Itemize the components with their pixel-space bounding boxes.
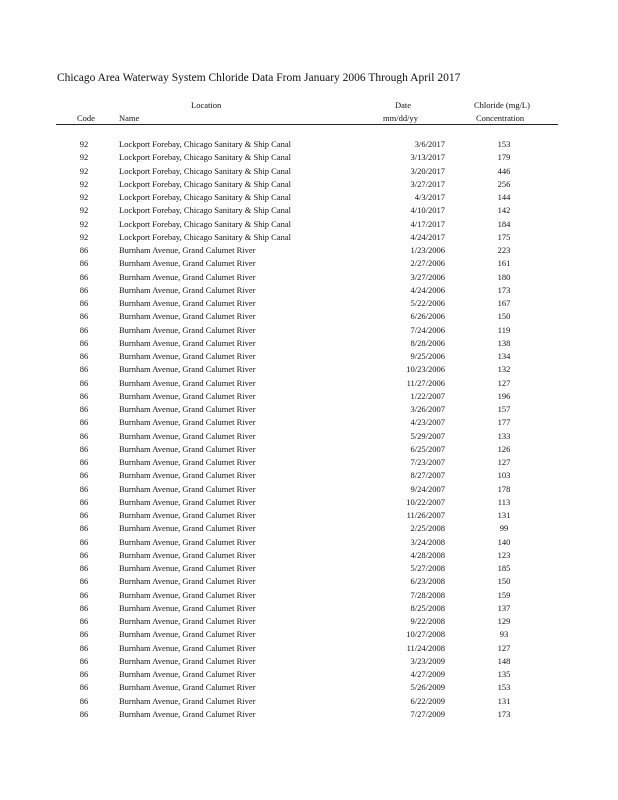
name-cell: Burnham Avenue, Grand Calumet River xyxy=(119,417,256,428)
concentration-cell: 175 xyxy=(497,231,511,242)
code-cell: 86 xyxy=(79,536,89,547)
date-cell: 4/3/2017 xyxy=(414,192,445,202)
table-row xyxy=(0,285,618,298)
header-date: Date xyxy=(395,100,412,110)
date-cell: 7/27/2009 xyxy=(410,708,445,719)
date-cell: 4/17/2017 xyxy=(410,218,445,229)
name-cell: Burnham Avenue, Grand Calumet River xyxy=(119,563,256,573)
date-cell: 9/25/2006 xyxy=(410,351,445,361)
date-cell: 4/24/2006 xyxy=(410,284,445,295)
code-cell: 86 xyxy=(79,404,89,414)
name-cell: Burnham Avenue, Grand Calumet River xyxy=(119,298,256,308)
table-row xyxy=(0,205,618,218)
date-cell: 6/25/2007 xyxy=(410,443,445,454)
code-cell: 92 xyxy=(79,205,89,216)
table-row xyxy=(0,696,618,709)
table-row xyxy=(0,616,618,629)
concentration-cell: 185 xyxy=(497,563,511,573)
date-cell: 1/23/2006 xyxy=(410,245,445,255)
name-cell: Burnham Avenue, Grand Calumet River xyxy=(119,510,256,520)
concentration-cell: 134 xyxy=(497,351,511,361)
table-row xyxy=(0,311,618,324)
concentration-cell: 127 xyxy=(497,457,511,467)
table-row xyxy=(0,576,618,589)
concentration-cell: 157 xyxy=(497,404,511,414)
name-cell: Burnham Avenue, Grand Calumet River xyxy=(119,523,256,534)
name-cell: Burnham Avenue, Grand Calumet River xyxy=(119,602,256,613)
date-cell: 3/23/2009 xyxy=(410,655,445,666)
name-cell: Burnham Avenue, Grand Calumet River xyxy=(119,642,256,653)
code-cell: 86 xyxy=(79,510,89,520)
table-row xyxy=(0,245,618,258)
concentration-cell: 177 xyxy=(497,417,511,428)
name-cell: Burnham Avenue, Grand Calumet River xyxy=(119,351,256,361)
table-row xyxy=(0,629,618,642)
name-cell: Burnham Avenue, Grand Calumet River xyxy=(119,483,256,494)
table-row xyxy=(0,166,618,179)
date-cell: 6/26/2006 xyxy=(410,311,445,322)
table-row xyxy=(0,272,618,285)
date-cell: 4/28/2008 xyxy=(410,549,445,560)
name-cell: Lockport Forebay, Chicago Sanitary & Ship Canal xyxy=(119,218,292,229)
code-cell: 86 xyxy=(79,602,89,613)
concentration-cell: 150 xyxy=(497,576,511,587)
name-cell: Burnham Avenue, Grand Calumet River xyxy=(119,311,256,322)
code-cell: 86 xyxy=(79,457,89,467)
code-cell: 86 xyxy=(79,284,89,295)
date-cell: 10/23/2006 xyxy=(406,364,445,375)
code-cell: 86 xyxy=(79,563,89,573)
name-cell: Burnham Avenue, Grand Calumet River xyxy=(119,390,256,401)
name-cell: Burnham Avenue, Grand Calumet River xyxy=(119,669,256,679)
table-row xyxy=(0,457,618,470)
concentration-cell: 161 xyxy=(497,258,511,269)
code-cell: 86 xyxy=(79,324,89,335)
name-cell: Burnham Avenue, Grand Calumet River xyxy=(119,245,256,255)
code-cell: 86 xyxy=(79,470,89,481)
date-cell: 3/13/2017 xyxy=(410,152,445,163)
code-cell: 86 xyxy=(79,483,89,494)
date-cell: 4/27/2009 xyxy=(410,669,445,679)
name-cell: Lockport Forebay, Chicago Sanitary & Ship Canal xyxy=(119,139,292,149)
table-row xyxy=(0,470,618,483)
concentration-cell: 184 xyxy=(497,218,511,229)
concentration-cell: 135 xyxy=(497,669,511,679)
concentration-cell: 131 xyxy=(497,695,511,706)
code-cell: 92 xyxy=(79,152,89,163)
header-divider xyxy=(56,124,558,125)
name-cell: Burnham Avenue, Grand Calumet River xyxy=(119,404,256,414)
code-cell: 92 xyxy=(79,178,89,189)
code-cell: 86 xyxy=(79,523,89,534)
table-row xyxy=(0,656,618,669)
code-cell: 86 xyxy=(79,655,89,666)
date-cell: 3/27/2006 xyxy=(410,271,445,282)
name-cell: Burnham Avenue, Grand Calumet River xyxy=(119,629,256,640)
table-row xyxy=(0,669,618,682)
header-concentration: Concentration xyxy=(476,113,525,123)
code-cell: 86 xyxy=(79,245,89,255)
concentration-cell: 127 xyxy=(497,642,511,653)
code-cell: 86 xyxy=(79,589,89,600)
table-row xyxy=(0,404,618,417)
name-cell: Burnham Avenue, Grand Calumet River xyxy=(119,496,256,507)
code-cell: 86 xyxy=(79,669,89,679)
date-cell: 5/22/2006 xyxy=(410,298,445,308)
date-cell: 2/27/2006 xyxy=(410,258,445,269)
table-row xyxy=(0,497,618,510)
header-code: Code xyxy=(77,113,95,123)
name-cell: Burnham Avenue, Grand Calumet River xyxy=(119,284,256,295)
date-cell: 8/28/2006 xyxy=(410,337,445,348)
date-cell: 4/23/2007 xyxy=(410,417,445,428)
concentration-cell: 137 xyxy=(497,602,511,613)
table-row xyxy=(0,682,618,695)
table-row xyxy=(0,603,618,616)
concentration-cell: 103 xyxy=(497,470,511,481)
code-cell: 86 xyxy=(79,549,89,560)
code-cell: 92 xyxy=(79,231,89,242)
concentration-cell: 153 xyxy=(497,139,511,149)
concentration-cell: 446 xyxy=(497,165,511,176)
name-cell: Lockport Forebay, Chicago Sanitary & Ship Canal xyxy=(119,178,292,189)
code-cell: 86 xyxy=(79,351,89,361)
name-cell: Burnham Avenue, Grand Calumet River xyxy=(119,589,256,600)
code-cell: 86 xyxy=(79,417,89,428)
table-row xyxy=(0,431,618,444)
name-cell: Burnham Avenue, Grand Calumet River xyxy=(119,258,256,269)
date-cell: 6/23/2008 xyxy=(410,576,445,587)
name-cell: Lockport Forebay, Chicago Sanitary & Ship Canal xyxy=(119,165,292,176)
date-cell: 11/24/2008 xyxy=(406,642,445,653)
name-cell: Burnham Avenue, Grand Calumet River xyxy=(119,536,256,547)
name-cell: Burnham Avenue, Grand Calumet River xyxy=(119,682,256,693)
code-cell: 92 xyxy=(79,165,89,176)
concentration-cell: 129 xyxy=(497,616,511,626)
header-name: Name xyxy=(119,113,140,123)
document-title: Chicago Area Waterway System Chloride Data From January 2006 Through April 2017 xyxy=(57,72,461,84)
concentration-cell: 113 xyxy=(497,496,511,507)
concentration-cell: 127 xyxy=(497,377,511,388)
code-cell: 86 xyxy=(79,695,89,706)
table-row xyxy=(0,590,618,603)
name-cell: Burnham Avenue, Grand Calumet River xyxy=(119,443,256,454)
name-cell: Burnham Avenue, Grand Calumet River xyxy=(119,377,256,388)
concentration-cell: 148 xyxy=(497,655,511,666)
code-cell: 86 xyxy=(79,443,89,454)
concentration-cell: 153 xyxy=(497,682,511,693)
code-cell: 86 xyxy=(79,496,89,507)
table-row xyxy=(0,550,618,563)
date-cell: 8/27/2007 xyxy=(410,470,445,481)
date-cell: 5/27/2008 xyxy=(410,563,445,573)
table-row xyxy=(0,338,618,351)
code-cell: 86 xyxy=(79,377,89,388)
date-cell: 11/26/2007 xyxy=(406,510,445,520)
concentration-cell: 173 xyxy=(497,284,511,295)
code-cell: 86 xyxy=(79,390,89,401)
table-row xyxy=(0,298,618,311)
date-cell: 3/6/2017 xyxy=(414,139,445,149)
date-cell: 4/10/2017 xyxy=(410,205,445,216)
name-cell: Burnham Avenue, Grand Calumet River xyxy=(119,364,256,375)
concentration-cell: 126 xyxy=(497,443,511,454)
table-row xyxy=(0,709,618,722)
concentration-cell: 138 xyxy=(497,337,511,348)
name-cell: Burnham Avenue, Grand Calumet River xyxy=(119,324,256,335)
concentration-cell: 178 xyxy=(497,483,511,494)
concentration-cell: 99 xyxy=(499,523,509,534)
table-row xyxy=(0,192,618,205)
table-row xyxy=(0,563,618,576)
date-cell: 3/26/2007 xyxy=(410,404,445,414)
table-row xyxy=(0,643,618,656)
code-cell: 86 xyxy=(79,430,89,441)
data-table-body xyxy=(0,139,618,722)
code-cell: 86 xyxy=(79,629,89,640)
table-row xyxy=(0,364,618,377)
concentration-cell: 180 xyxy=(497,271,511,282)
concentration-cell: 133 xyxy=(497,430,511,441)
date-cell: 5/26/2009 xyxy=(410,682,445,693)
table-row xyxy=(0,139,618,152)
concentration-cell: 131 xyxy=(497,510,511,520)
concentration-cell: 93 xyxy=(499,629,509,640)
code-cell: 86 xyxy=(79,311,89,322)
name-cell: Burnham Avenue, Grand Calumet River xyxy=(119,695,256,706)
table-row xyxy=(0,523,618,536)
date-cell: 2/25/2008 xyxy=(410,523,445,534)
name-cell: Burnham Avenue, Grand Calumet River xyxy=(119,549,256,560)
name-cell: Lockport Forebay, Chicago Sanitary & Ship Canal xyxy=(119,205,292,216)
name-cell: Lockport Forebay, Chicago Sanitary & Ship Canal xyxy=(119,152,292,163)
concentration-cell: 159 xyxy=(497,589,511,600)
table-row xyxy=(0,258,618,271)
code-cell: 86 xyxy=(79,364,89,375)
date-cell: 7/28/2008 xyxy=(410,589,445,600)
table-row xyxy=(0,325,618,338)
table-row xyxy=(0,417,618,430)
code-cell: 86 xyxy=(79,616,89,626)
date-cell: 9/22/2008 xyxy=(410,616,445,626)
header-date-format: mm/dd/yy xyxy=(383,113,418,123)
name-cell: Lockport Forebay, Chicago Sanitary & Ship Canal xyxy=(119,231,292,242)
date-cell: 3/27/2017 xyxy=(410,178,445,189)
code-cell: 86 xyxy=(79,576,89,587)
code-cell: 86 xyxy=(79,337,89,348)
concentration-cell: 140 xyxy=(497,536,511,547)
name-cell: Burnham Avenue, Grand Calumet River xyxy=(119,616,256,626)
code-cell: 86 xyxy=(79,271,89,282)
code-cell: 86 xyxy=(79,708,89,719)
header-location: Location xyxy=(191,100,222,110)
concentration-cell: 150 xyxy=(497,311,511,322)
table-row xyxy=(0,232,618,245)
name-cell: Burnham Avenue, Grand Calumet River xyxy=(119,457,256,467)
table-row xyxy=(0,219,618,232)
code-cell: 92 xyxy=(79,218,89,229)
code-cell: 86 xyxy=(79,642,89,653)
table-row xyxy=(0,391,618,404)
table-row xyxy=(0,152,618,165)
concentration-cell: 123 xyxy=(497,549,511,560)
concentration-cell: 179 xyxy=(497,152,511,163)
table-row xyxy=(0,378,618,391)
name-cell: Lockport Forebay, Chicago Sanitary & Ship Canal xyxy=(119,192,292,202)
date-cell: 1/22/2007 xyxy=(410,390,445,401)
date-cell: 7/23/2007 xyxy=(410,457,445,467)
date-cell: 3/20/2017 xyxy=(410,165,445,176)
concentration-cell: 119 xyxy=(497,324,511,335)
name-cell: Burnham Avenue, Grand Calumet River xyxy=(119,271,256,282)
code-cell: 86 xyxy=(79,298,89,308)
date-cell: 5/29/2007 xyxy=(410,430,445,441)
name-cell: Burnham Avenue, Grand Calumet River xyxy=(119,576,256,587)
code-cell: 92 xyxy=(79,139,89,149)
table-row xyxy=(0,179,618,192)
date-cell: 11/27/2006 xyxy=(406,377,445,388)
concentration-cell: 142 xyxy=(497,205,511,216)
concentration-cell: 167 xyxy=(497,298,511,308)
concentration-cell: 144 xyxy=(497,192,511,202)
date-cell: 10/22/2007 xyxy=(406,496,445,507)
code-cell: 92 xyxy=(79,192,89,202)
date-cell: 3/24/2008 xyxy=(410,536,445,547)
name-cell: Burnham Avenue, Grand Calumet River xyxy=(119,655,256,666)
date-cell: 10/27/2008 xyxy=(406,629,445,640)
table-row xyxy=(0,537,618,550)
name-cell: Burnham Avenue, Grand Calumet River xyxy=(119,708,256,719)
concentration-cell: 173 xyxy=(497,708,511,719)
header-chloride: Chloride (mg/L) xyxy=(474,100,530,110)
date-cell: 4/24/2017 xyxy=(410,231,445,242)
concentration-cell: 196 xyxy=(497,390,511,401)
table-row xyxy=(0,351,618,364)
date-cell: 7/24/2006 xyxy=(410,324,445,335)
name-cell: Burnham Avenue, Grand Calumet River xyxy=(119,337,256,348)
table-row xyxy=(0,444,618,457)
name-cell: Burnham Avenue, Grand Calumet River xyxy=(119,430,256,441)
table-row xyxy=(0,510,618,523)
code-cell: 86 xyxy=(79,258,89,269)
date-cell: 8/25/2008 xyxy=(410,602,445,613)
concentration-cell: 132 xyxy=(497,364,511,375)
code-cell: 86 xyxy=(79,682,89,693)
concentration-cell: 223 xyxy=(497,245,511,255)
concentration-cell: 256 xyxy=(497,178,511,189)
name-cell: Burnham Avenue, Grand Calumet River xyxy=(119,470,256,481)
date-cell: 9/24/2007 xyxy=(410,483,445,494)
date-cell: 6/22/2009 xyxy=(410,695,445,706)
table-row xyxy=(0,484,618,497)
